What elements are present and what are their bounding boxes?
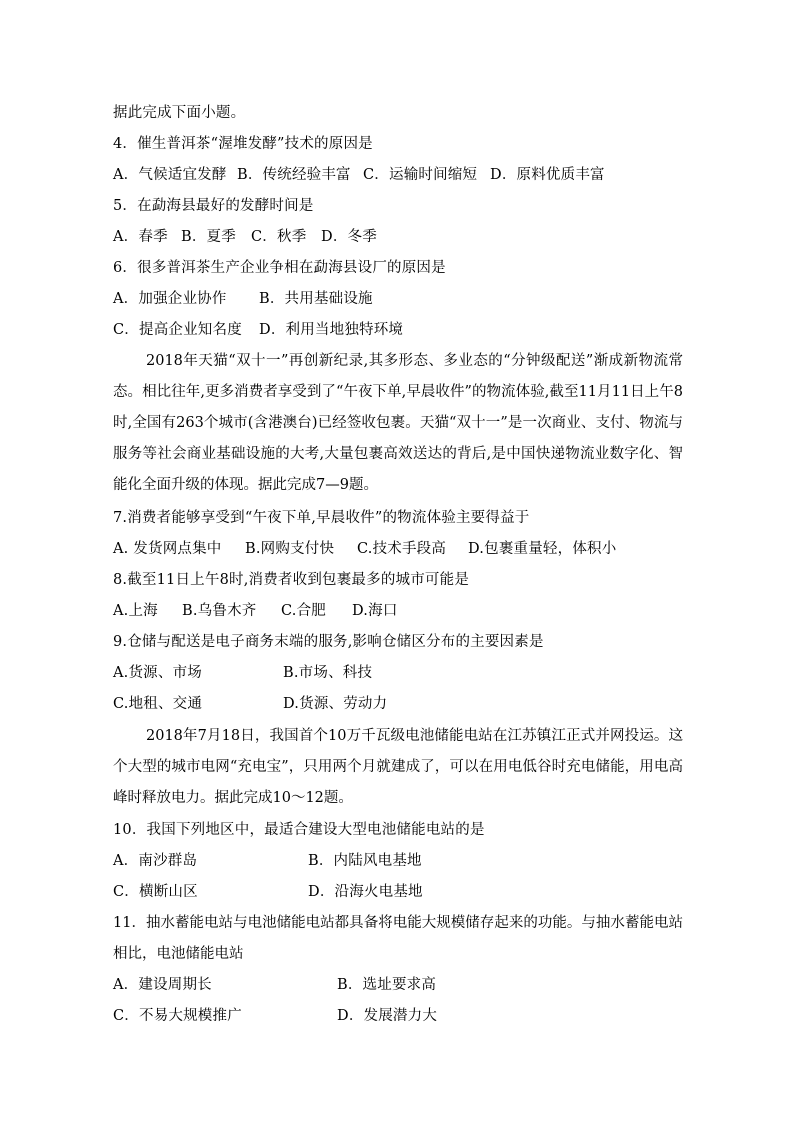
q11-option-c: C．不易大规模推广: [113, 1008, 242, 1024]
q10-option-b: B．内陆风电基地: [308, 853, 422, 869]
question-11-options-row1: [113, 975, 436, 995]
passage-double-eleven: [113, 346, 683, 501]
question-4-options: [113, 165, 605, 185]
passage-energy-storage: [113, 721, 683, 814]
q6-option-c: C．提高企业知名度: [113, 322, 242, 338]
question-11-options-row2: [113, 1006, 437, 1026]
question-11-text: 11．抽水蓄能电站与电池储能电站都具备将电能大规模储存起来的功能。与抽水蓄能电站相比，电池储能电站: [113, 915, 683, 962]
question-10-options-row2: [113, 882, 423, 902]
q7-option-a: A. 发货网点集中: [113, 541, 222, 557]
question-4: 4．催生普洱茶“渥堆发酵”技术的原因是: [113, 136, 373, 152]
question-6-options-row2: [113, 320, 403, 340]
question-5: 5．在勐海县最好的发酵时间是: [113, 198, 314, 214]
q7-option-c: C.技术手段高: [357, 541, 447, 557]
q11-option-a: A．建设周期长: [113, 977, 212, 993]
question-10: 10．我国下列地区中，最适合建设大型电池储能电站的是: [113, 822, 485, 838]
q6-option-b: B．共用基础设施: [259, 291, 373, 307]
question-6-options-row1: [113, 289, 373, 309]
q11-option-d: D．发展潜力大: [337, 1008, 438, 1024]
passage-double-eleven-text: 2018年天猫“双十一”再创新纪录,其多形态、多业态的“分钟级配送”渐成新物流常态。相比往年,更多消费者享受到了“午夜下单,早晨收件”的物流体验,截至11月11日上午8时,全国有263个城市(含港澳台)已经签收包裹。天猫“双十一”是一次商业、支付、物流与服务等社会商业基础设施的大考,大量包裹高效送达的背后,是中国快递物流业数字化、智能化全面升级的体现。据此完成7—9题。: [113, 353, 683, 493]
q4-option-c: C．运输时间缩短: [363, 167, 478, 183]
q8-option-c: C.合肥: [281, 603, 326, 619]
q5-option-b: B．夏季: [181, 229, 236, 245]
passage-energy-storage-text: 2018年7月18日，我国首个10万千瓦级电池储能电站在江苏镇江正式并网投运。这个大型的城市电网“充电宝”，只用两个月就建成了，可以在用电低谷时充电储能，用电高峰时释放电力。据此完成10～12题。: [113, 728, 683, 806]
q4-option-a: A．气候适宜发酵: [113, 167, 227, 183]
question-11: [113, 908, 683, 970]
q10-option-a: A．南沙群岛: [113, 853, 198, 869]
q10-option-d: D．沿海火电基地: [308, 884, 423, 900]
q5-option-d: D．冬季: [321, 229, 377, 245]
intro-line: 据此完成下面小题。: [113, 105, 246, 121]
question-7-options: [113, 539, 616, 559]
question-9-options-row1: [113, 663, 372, 683]
q5-option-c: C．秋季: [251, 229, 307, 245]
q10-option-c: C．横断山区: [113, 884, 198, 900]
q6-option-a: A．加强企业协作: [113, 291, 227, 307]
question-7: 7.消费者能够享受到“午夜下单,早晨收件”的物流体验主要得益于: [113, 510, 530, 526]
question-10-options-row1: [113, 851, 422, 871]
question-8: 8.截至11日上午8时,消费者收到包裹最多的城市可能是: [113, 572, 470, 588]
q11-option-b: B．选址要求高: [337, 977, 437, 993]
q7-option-b: B.网购支付快: [245, 541, 335, 557]
q4-option-d: D．原料优质丰富: [490, 167, 605, 183]
q6-option-d: D．利用当地独特环境: [259, 322, 404, 338]
q9-option-d: D.货源、劳动力: [283, 696, 388, 712]
question-9: 9.仓储与配送是电子商务末端的服务,影响仓储区分布的主要因素是: [113, 634, 544, 650]
q4-option-b: B．传统经验丰富: [237, 167, 351, 183]
question-5-options: [113, 227, 377, 247]
q8-option-a: A.上海: [113, 603, 158, 619]
question-8-options: [113, 601, 398, 621]
question-9-options-row2: [113, 694, 387, 714]
q8-option-b: B.乌鲁木齐: [182, 603, 257, 619]
q7-option-d: D.包裹重量轻，体积小: [468, 541, 617, 557]
q8-option-d: D.海口: [352, 603, 398, 619]
q9-option-a: A.货源、市场: [113, 665, 202, 681]
question-6: 6．很多普洱茶生产企业争相在勐海县设厂的原因是: [113, 260, 446, 276]
q9-option-c: C.地租、交通: [113, 696, 203, 712]
q9-option-b: B.市场、科技: [283, 665, 373, 681]
q5-option-a: A．春季: [113, 229, 168, 245]
